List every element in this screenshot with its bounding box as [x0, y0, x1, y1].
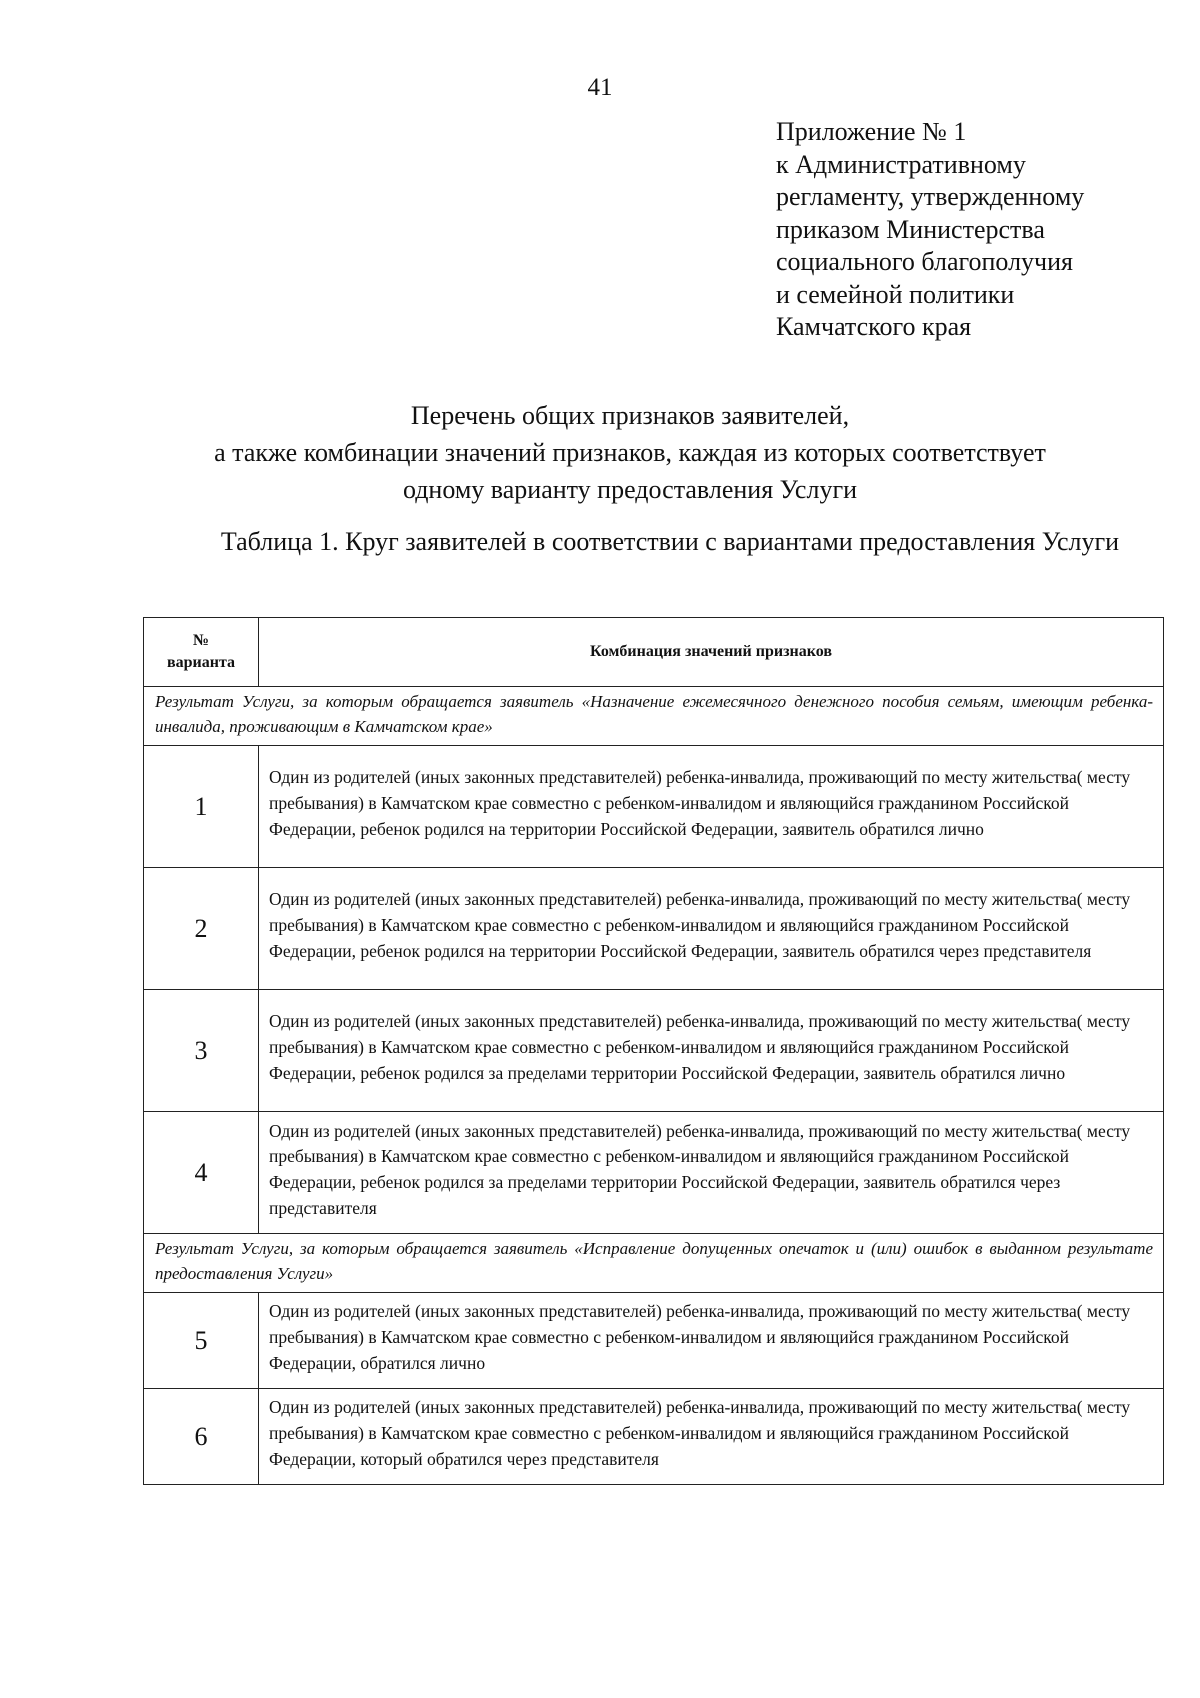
table-header-row: [144, 618, 1164, 687]
title-line: одному варианту предоставления Услуги: [402, 475, 858, 504]
document-title: [0, 397, 1200, 508]
variant-description: Один из родителей (иных законных представителей) ребенка-инвалида, проживающий по месту жительства( месту пребывания) в Камчатском крае совместно с ребенком-инвалидом и являющийся гражданином Российской Федерации, который обратился через представителя: [259, 1389, 1164, 1485]
variant-description: Один из родителей (иных законных представителей) ребенка-инвалида, проживающий по месту жительства( месту пребывания) в Камчатском крае совместно с ребенком-инвалидом и являющийся гражданином Российской Федерации, ребенок родился за пределами территории Российской Федерации, заявитель обратился через представителя: [259, 1112, 1164, 1234]
table-caption: Таблица 1. Круг заявителей в соответствии с вариантами предоставления Услуги: [220, 527, 1120, 556]
applicants-table: [143, 617, 1164, 1485]
variant-description: Один из родителей (иных законных представителей) ребенка-инвалида, проживающий по месту жительства( месту пребывания) в Камчатском крае совместно с ребенком-инвалидом и являющийся гражданином Российской Федерации, обратился лично: [259, 1293, 1164, 1389]
table-row: [144, 990, 1164, 1112]
appendix-block: [776, 116, 1084, 344]
title-line: Перечень общих признаков заявителей,: [410, 401, 850, 430]
appendix-line: регламенту, утвержденному: [776, 182, 1085, 211]
appendix-line: и семейной политики: [776, 279, 1015, 309]
appendix-line: приказом Министерства: [776, 214, 1045, 244]
header-num-sign: №: [192, 632, 210, 649]
header-variant-label: варианта: [166, 654, 236, 671]
variant-description: Один из родителей (иных законных представителей) ребенка-инвалида, проживающий по месту жительства( месту пребывания) в Камчатском крае совместно с ребенком-инвалидом и являющийся гражданином Российской Федерации, ребенок родился за пределами территории Российской Федерации, заявитель обратился лично: [259, 990, 1164, 1112]
appendix-line: социального благополучия: [776, 247, 1074, 276]
variant-number: 5: [144, 1293, 259, 1389]
table-row: [144, 868, 1164, 990]
group-label-correction: Результат Услуги, за которым обращается заявитель «Исправление допущенных опечаток и (или) ошибок в выданном результате предоставления Услуги»: [144, 1234, 1164, 1293]
variant-number: 3: [144, 990, 259, 1112]
group-row: [144, 1234, 1164, 1293]
appendix-line: Камчатского края: [776, 312, 972, 341]
title-line: а также комбинации значений признаков, каждая из которых соответствует: [214, 438, 1046, 467]
variant-number: 2: [144, 868, 259, 990]
appendix-line: Приложение № 1: [776, 117, 967, 146]
variant-description: Один из родителей (иных законных представителей) ребенка-инвалида, проживающий по месту жительства( месту пребывания) в Камчатском крае совместно с ребенком-инвалидом и являющийся гражданином Российской Федерации, ребенок родился на территории Российской Федерации, заявитель обратился через представителя: [259, 868, 1164, 990]
variant-description: Один из родителей (иных законных представителей) ребенка-инвалида, проживающий по месту жительства( месту пребывания) в Камчатском крае совместно с ребенком-инвалидом и являющийся гражданином Российской Федерации, ребенок родился на территории Российской Федерации, заявитель обратился лично: [259, 746, 1164, 868]
table-row: [144, 1389, 1164, 1485]
header-variant-number: [144, 618, 259, 687]
variant-number: 4: [144, 1112, 259, 1234]
table-row: [144, 1112, 1164, 1234]
table-row: [144, 746, 1164, 868]
table-row: [144, 1293, 1164, 1389]
header-combination: Комбинация значений признаков: [259, 618, 1164, 687]
group-label-assignment: Результат Услуги, за которым обращается заявитель «Назначение ежемесячного денежного пособия семьям, имеющим ребенка-инвалида, проживающим в Камчатском крае»: [144, 687, 1164, 746]
page-number: 41: [587, 74, 613, 101]
group-row: [144, 687, 1164, 746]
appendix-line: к Административному: [776, 149, 1026, 179]
variant-number: 1: [144, 746, 259, 868]
variant-number: 6: [144, 1389, 259, 1485]
